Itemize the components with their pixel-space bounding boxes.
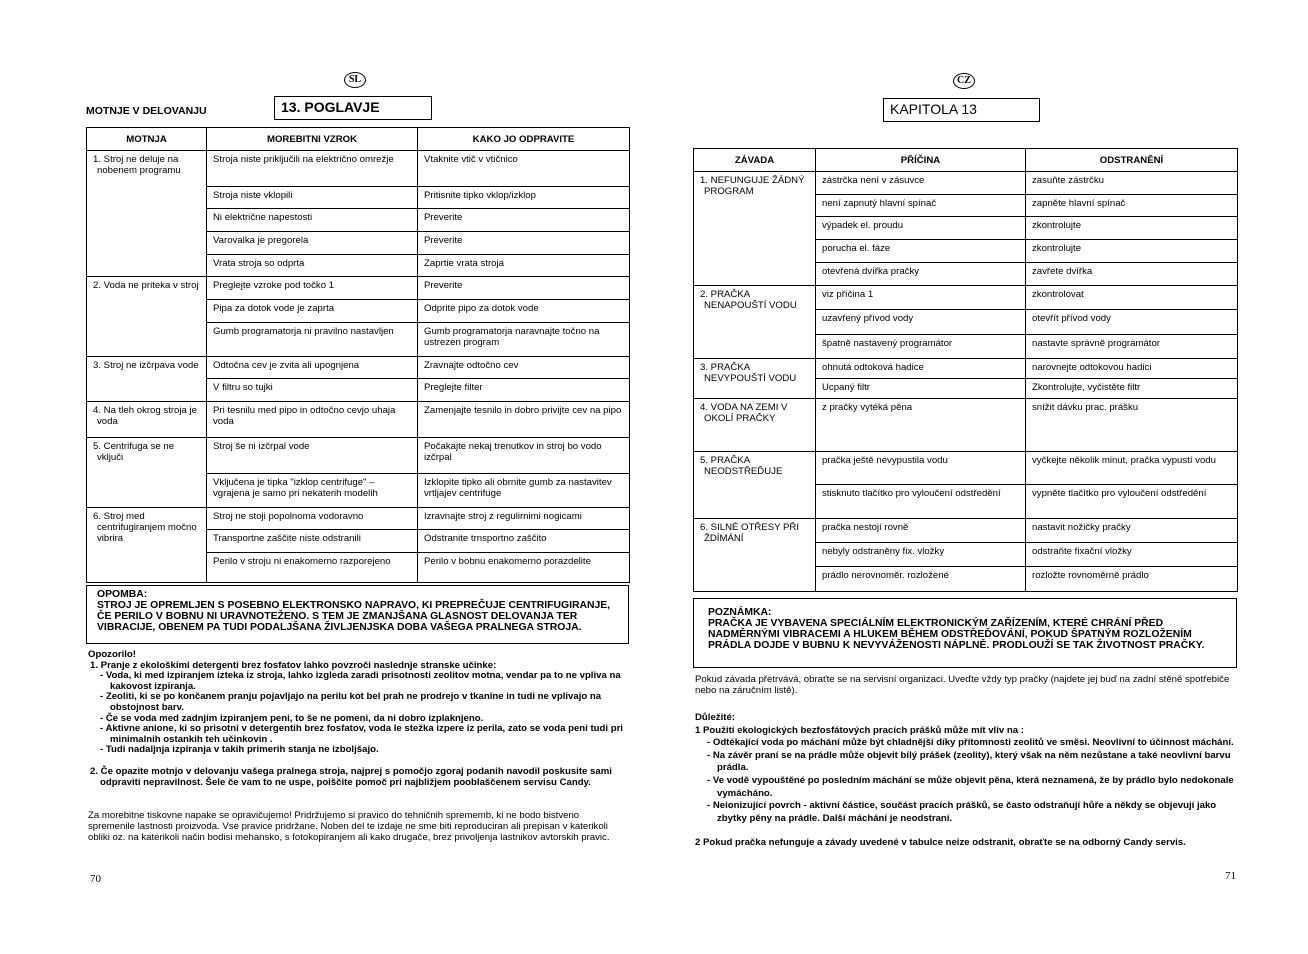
remedy-cell: snížit dávku prac. prášku <box>1026 399 1238 452</box>
remedy-cell: Preglejte filter <box>418 379 630 402</box>
remedy-cell: Zravnajte odtočno cev <box>418 357 630 379</box>
remedy-cell: Gumb programatorja naravnajte točno na ustrezen program <box>418 323 630 357</box>
problem-cell: 4. Na tleh okrog stroja je voda <box>87 402 207 438</box>
warning-bullet: - Če se voda med zadnjim izpiranjem peni, to še ne pomeni, da ni dobro izplaknjeno. <box>100 712 484 724</box>
cause-cell: pračka nestojí rovně <box>816 519 1026 543</box>
cause-cell: zástrčka není v zásuvce <box>816 172 1026 195</box>
warning-title: Opozorilo! <box>88 649 136 660</box>
troubleshooting-table <box>693 148 1238 592</box>
cause-cell: viz příčina 1 <box>816 286 1026 310</box>
cause-cell: otevřená dvířka pračky <box>816 263 1026 286</box>
cause-cell: Pipa za dotok vode je zaprta <box>207 300 418 323</box>
language-badge-sl: SL <box>344 72 366 88</box>
remedy-cell: zavřete dvířka <box>1026 263 1238 286</box>
remedy-cell: rozložte rovnoměrně prádlo <box>1026 567 1238 592</box>
table-row <box>87 508 630 530</box>
cause-cell: Stroja niste priključili na električno omrežje <box>207 151 418 187</box>
table-row <box>87 402 630 438</box>
cause-cell: prádlo nerovnoměr. rozložené <box>816 567 1026 592</box>
cause-cell: Stroj še ni izčrpal vode <box>207 438 418 474</box>
remedy-cell: Preverite <box>418 209 630 232</box>
problem-cell: 6. SILNÉ OTŘESY PŘI ŽDÍMÁNÍ <box>694 519 816 592</box>
cause-cell: Preglejte vzroke pod točko 1 <box>207 277 418 300</box>
table-row <box>87 357 630 379</box>
remedy-cell: Odstranite trnsportno zaščito <box>418 530 630 553</box>
cause-cell: ohnutá odtoková hadice <box>816 359 1026 379</box>
problem-cell: 1. Stroj ne deluje na nobenem programu <box>87 151 207 277</box>
remedy-cell: vyčkejte několik minut, pračka vypustí vodu <box>1026 452 1238 485</box>
troubleshooting-table <box>86 127 630 583</box>
remedy-cell: narovnejte odtokovou hadici <box>1026 359 1238 379</box>
cause-cell: Vključena je tipka "izklop centrifuge" – vgrajena je samo pri nekaterih modelih <box>207 474 418 508</box>
important-bullet: - Ve vodě vypouštěné po posledním máchání se může objevit pěna, která neznamená, že by prádlo bylo nedokonale vymácháno. <box>707 774 1234 799</box>
problem-cell: 6. Stroj med centrifugiranjem močno vibrira <box>87 508 207 583</box>
table-row <box>87 438 630 474</box>
page-number: 71 <box>1225 870 1236 882</box>
warning-section <box>88 650 628 788</box>
remedy-cell: Pritisnite tipko vklop/izklop <box>418 187 630 209</box>
cause-cell: nebyly odstraněny fix. vložky <box>816 543 1026 567</box>
problem-cell: 4. VODA NA ZEMI V OKOLÍ PRAČKY <box>694 399 816 452</box>
remedy-cell: Preverite <box>418 277 630 300</box>
remedy-cell: Zamenjajte tesnilo in dobro privijte cev na pipo <box>418 402 630 438</box>
remedy-cell: Izravnajte stroj z regulirnimi nogicami <box>418 508 630 530</box>
section-title: MOTNJE V DELOVANJU <box>86 105 207 117</box>
cause-cell: stisknuto tlačítko pro vyloučení odstředění <box>816 485 1026 519</box>
cause-cell: pračka ještě nevypustila vodu <box>816 452 1026 485</box>
warning-bullet: - Tudi nadaljnja izpiranja v takih primerih stanja ne izboljšajo. <box>100 744 379 756</box>
warning-bullet: - Voda, ki med izpiranjem izteka iz stroja, lahko izgleda zaradi prisotnosti zeolitov motna, vendar pa to ne vpliva na kakovost izpiranja. <box>100 670 621 692</box>
problem-cell: 5. PRAČKA NEODSTŘEĎUJE <box>694 452 816 519</box>
remedy-cell: vypněte tlačítko pro vyloučení odstředění <box>1026 485 1238 519</box>
cause-cell: Perilo v stroju ni enakomerno razporejeno <box>207 553 418 583</box>
note-title: OPOMBA: <box>97 589 148 600</box>
language-badge-cz: CZ <box>953 73 975 89</box>
cause-cell: Ni električne napestosti <box>207 209 418 232</box>
problem-cell: 3. Stroj ne izčrpava vode <box>87 357 207 402</box>
problem-cell: 1. NEFUNGUJE ŽÁDNÝ PROGRAM <box>694 172 816 286</box>
cause-cell: Odtočna cev je zvita ali upognjena <box>207 357 418 379</box>
chapter-heading: KAPITOLA 13 <box>883 98 1040 122</box>
remedy-cell: odstraňte fixační vložky <box>1026 543 1238 567</box>
remedy-cell: otevřít přívod vody <box>1026 310 1238 335</box>
remedy-cell: zkontrolujte <box>1026 240 1238 263</box>
note-box <box>86 585 629 644</box>
important-item: 1 Použití ekologických bezfosfátových pracích prášků může mít vliv na : <box>695 724 1024 736</box>
service-info: Pokud závada přetrvává, obraťte se na servisní organizaci. Uveďte vždy typ pračky (najdete jej buď na zadní stěně spotřebiče nebo na záručním listě). <box>695 674 1230 696</box>
important-bullet: - Odtékající voda po máchání může být chladnější díky přítomnosti zeolitů ve směsi. Neovlivní to účinnost máchání. <box>707 737 1234 749</box>
disclaimer: Za morebitne tiskovne napake se opravičujemo! Pridržujemo si pravico do tehničnih sprememb, ki ne bodo bistveno spremenile lastnosti proizvoda. Vse pravice pridržane. Noben del te izdaje ne sme biti reproduciran ali prepisan v katerikoli obliki oz. na katerikoli način bodisi mehansko, s fotokopiranjem ali kako drugače, brez privoljenja lastnikov avtorskih pravic. <box>88 810 610 843</box>
cause-cell: Gumb programatorja ni pravilno nastavljen <box>207 323 418 357</box>
column-header: ZÁVADA <box>694 149 816 172</box>
remedy-cell: zkontrolujte <box>1026 217 1238 240</box>
problem-cell: 2. PRAČKA NENAPOUŠTÍ VODU <box>694 286 816 359</box>
cause-cell: Varovalka je pregorela <box>207 232 418 255</box>
important-section <box>695 712 1235 850</box>
cause-cell: V filtru so tujki <box>207 379 418 402</box>
remedy-cell: zapněte hlavní spínač <box>1026 195 1238 217</box>
problem-cell: 5. Centrifuga se ne vključi <box>87 438 207 508</box>
remedy-cell: Zkontrolujte, vyčistěte filtr <box>1026 379 1238 399</box>
chapter-heading: 13. POGLAVJE <box>274 96 432 120</box>
cause-cell: výpadek el. proudu <box>816 217 1026 240</box>
table-row <box>694 519 1238 543</box>
cause-cell: porucha el. fáze <box>816 240 1026 263</box>
remedy-cell: Odprite pipo za dotok vode <box>418 300 630 323</box>
warning-item: 1. Pranje z ekološkimi detergenti brez fosfatov lahko povzroči naslednje stranske učinke: <box>90 659 497 671</box>
cause-cell: špatně nastavený programátor <box>816 335 1026 359</box>
remedy-cell: Preverite <box>418 232 630 255</box>
remedy-cell: nastavte správně programátor <box>1026 335 1238 359</box>
table-row <box>87 277 630 300</box>
problem-cell: 2. Voda ne priteka v stroj <box>87 277 207 357</box>
warning-item: 2. Če opazite motnjo v delovanju vašega pralnega stroja, najprej s pomočjo zgoraj podanih navodil poskusite sami odpraviti nepravilnost. Šele če vam to ne uspe, poiščite pomoč pri najbližjem pooblaščenem servisu Candy. <box>90 765 612 788</box>
cause-cell: uzavřený přívod vody <box>816 310 1026 335</box>
important-title: Důležité: <box>695 712 735 723</box>
cause-cell: z pračky vytéká pěna <box>816 399 1026 452</box>
cause-cell: Pri tesnilu med pipo in odtočno cevjo uhaja voda <box>207 402 418 438</box>
cause-cell: není zapnutý hlavní spínač <box>816 195 1026 217</box>
remedy-cell: Vtaknite vtič v vtičnico <box>418 151 630 187</box>
note-title: POZNÁMKA: <box>708 607 772 618</box>
column-header: MOTNJA <box>87 128 207 151</box>
cause-cell: Ucpaný filtr <box>816 379 1026 399</box>
column-header: MOREBITNI VZROK <box>207 128 418 151</box>
remedy-cell: zasuňte zástrčku <box>1026 172 1238 195</box>
cause-cell: Stroj ne stoji popolnoma vodoravno <box>207 508 418 530</box>
important-bullet: - Na závěr praní se na prádle může objevit bílý prášek (zeolity), který však na něm nezůstane a také neovlivní barvu prádla. <box>707 749 1231 774</box>
cause-cell: Vrata stroja so odprta <box>207 255 418 277</box>
column-header: KAKO JO ODPRAVITE <box>418 128 630 151</box>
remedy-cell: nastavit nožičky pračky <box>1026 519 1238 543</box>
important-item: 2 Pokud pračka nefunguje a závady uvedené v tabulce neize odstranit, obraťte se na odborný Candy servis. <box>695 837 1186 849</box>
remedy-cell: Perilo v bobnu enakomerno porazdelite <box>418 553 630 583</box>
remedy-cell: Počakajte nekaj trenutkov in stroj bo vodo izčrpal <box>418 438 630 474</box>
table-row <box>694 286 1238 310</box>
table-row <box>694 172 1238 195</box>
table-row <box>694 359 1238 379</box>
table-row <box>694 399 1238 452</box>
important-bullet: - Neionizující povrch - aktivní částice, součást pracích prášků, se často odstraňují hůře a někdy se objevují jako zbytky pěny na prádle. Další máchání je neodstraní. <box>707 800 1217 824</box>
cause-cell: Transportne zaščite niste odstranili <box>207 530 418 553</box>
problem-cell: 3. PRAČKA NEVYPOUŠTÍ VODU <box>694 359 816 399</box>
column-header: ODSTRANĚNÍ <box>1026 149 1238 172</box>
note-box <box>693 598 1237 668</box>
remedy-cell: zkontrolovat <box>1026 286 1238 310</box>
column-header: PŘÍČINA <box>816 149 1026 172</box>
note-text: PRAČKA JE VYBAVENA SPECIÁLNÍM ELEKTRONICKÝM ZAŘÍZENÍM, KTERÉ CHRÁNÍ PŘED NADMĚRNÝMI VIBRACEMI A HLUKEM BĚHEM ODSTŘEĎOVÁNÍ, POKUD ŠPATNÝM ROZLOŽENÍM PRÁDLA DOJDE V BUBNU K NEVYVÁŽENOSTI NÁPLNĚ. PRODLOUŽÍ SE TAK ŽIVOTNOST PRAČKY. <box>708 618 1205 651</box>
note-text: STROJ JE OPREMLJEN S POSEBNO ELEKTRONSKO NAPRAVO, KI PREPREČUJE CENTRIFUGIRANJE, ČE PERILO V BOBNU NI URAVNOTEŽENO. S TEM JE ZMANJŠANA GLASNOST DELOVANJA TER VIBRACIJE, OBENEM PA TUDI PODALJŠANA ŽIVLJENJSKA DOBA VAŠEGA PRALNEGA STROJA. <box>97 600 611 633</box>
table-row <box>694 452 1238 485</box>
page-number: 70 <box>90 873 101 885</box>
cause-cell: Stroja niste vklopili <box>207 187 418 209</box>
remedy-cell: Zaprtie vrata stroja <box>418 255 630 277</box>
remedy-cell: Izklopite tipko ali obrnite gumb za nastavitev vrtljajev centrifuge <box>418 474 630 508</box>
table-row <box>87 151 630 187</box>
warning-bullet: - Zeoliti, ki se po končanem pranju pojavljajo na perilu kot bel prah ne prodrejo v tkanine in tudi ne vplivajo na obstojnost barv. <box>100 691 602 713</box>
warning-bullet: - Aktivne anione, ki so prisotni v detergentih brez fosfatov, voda le stežka izpere iz perila, zato se voda peni tudi pri minimalnih ostankih teh učinkovin . <box>100 723 623 745</box>
